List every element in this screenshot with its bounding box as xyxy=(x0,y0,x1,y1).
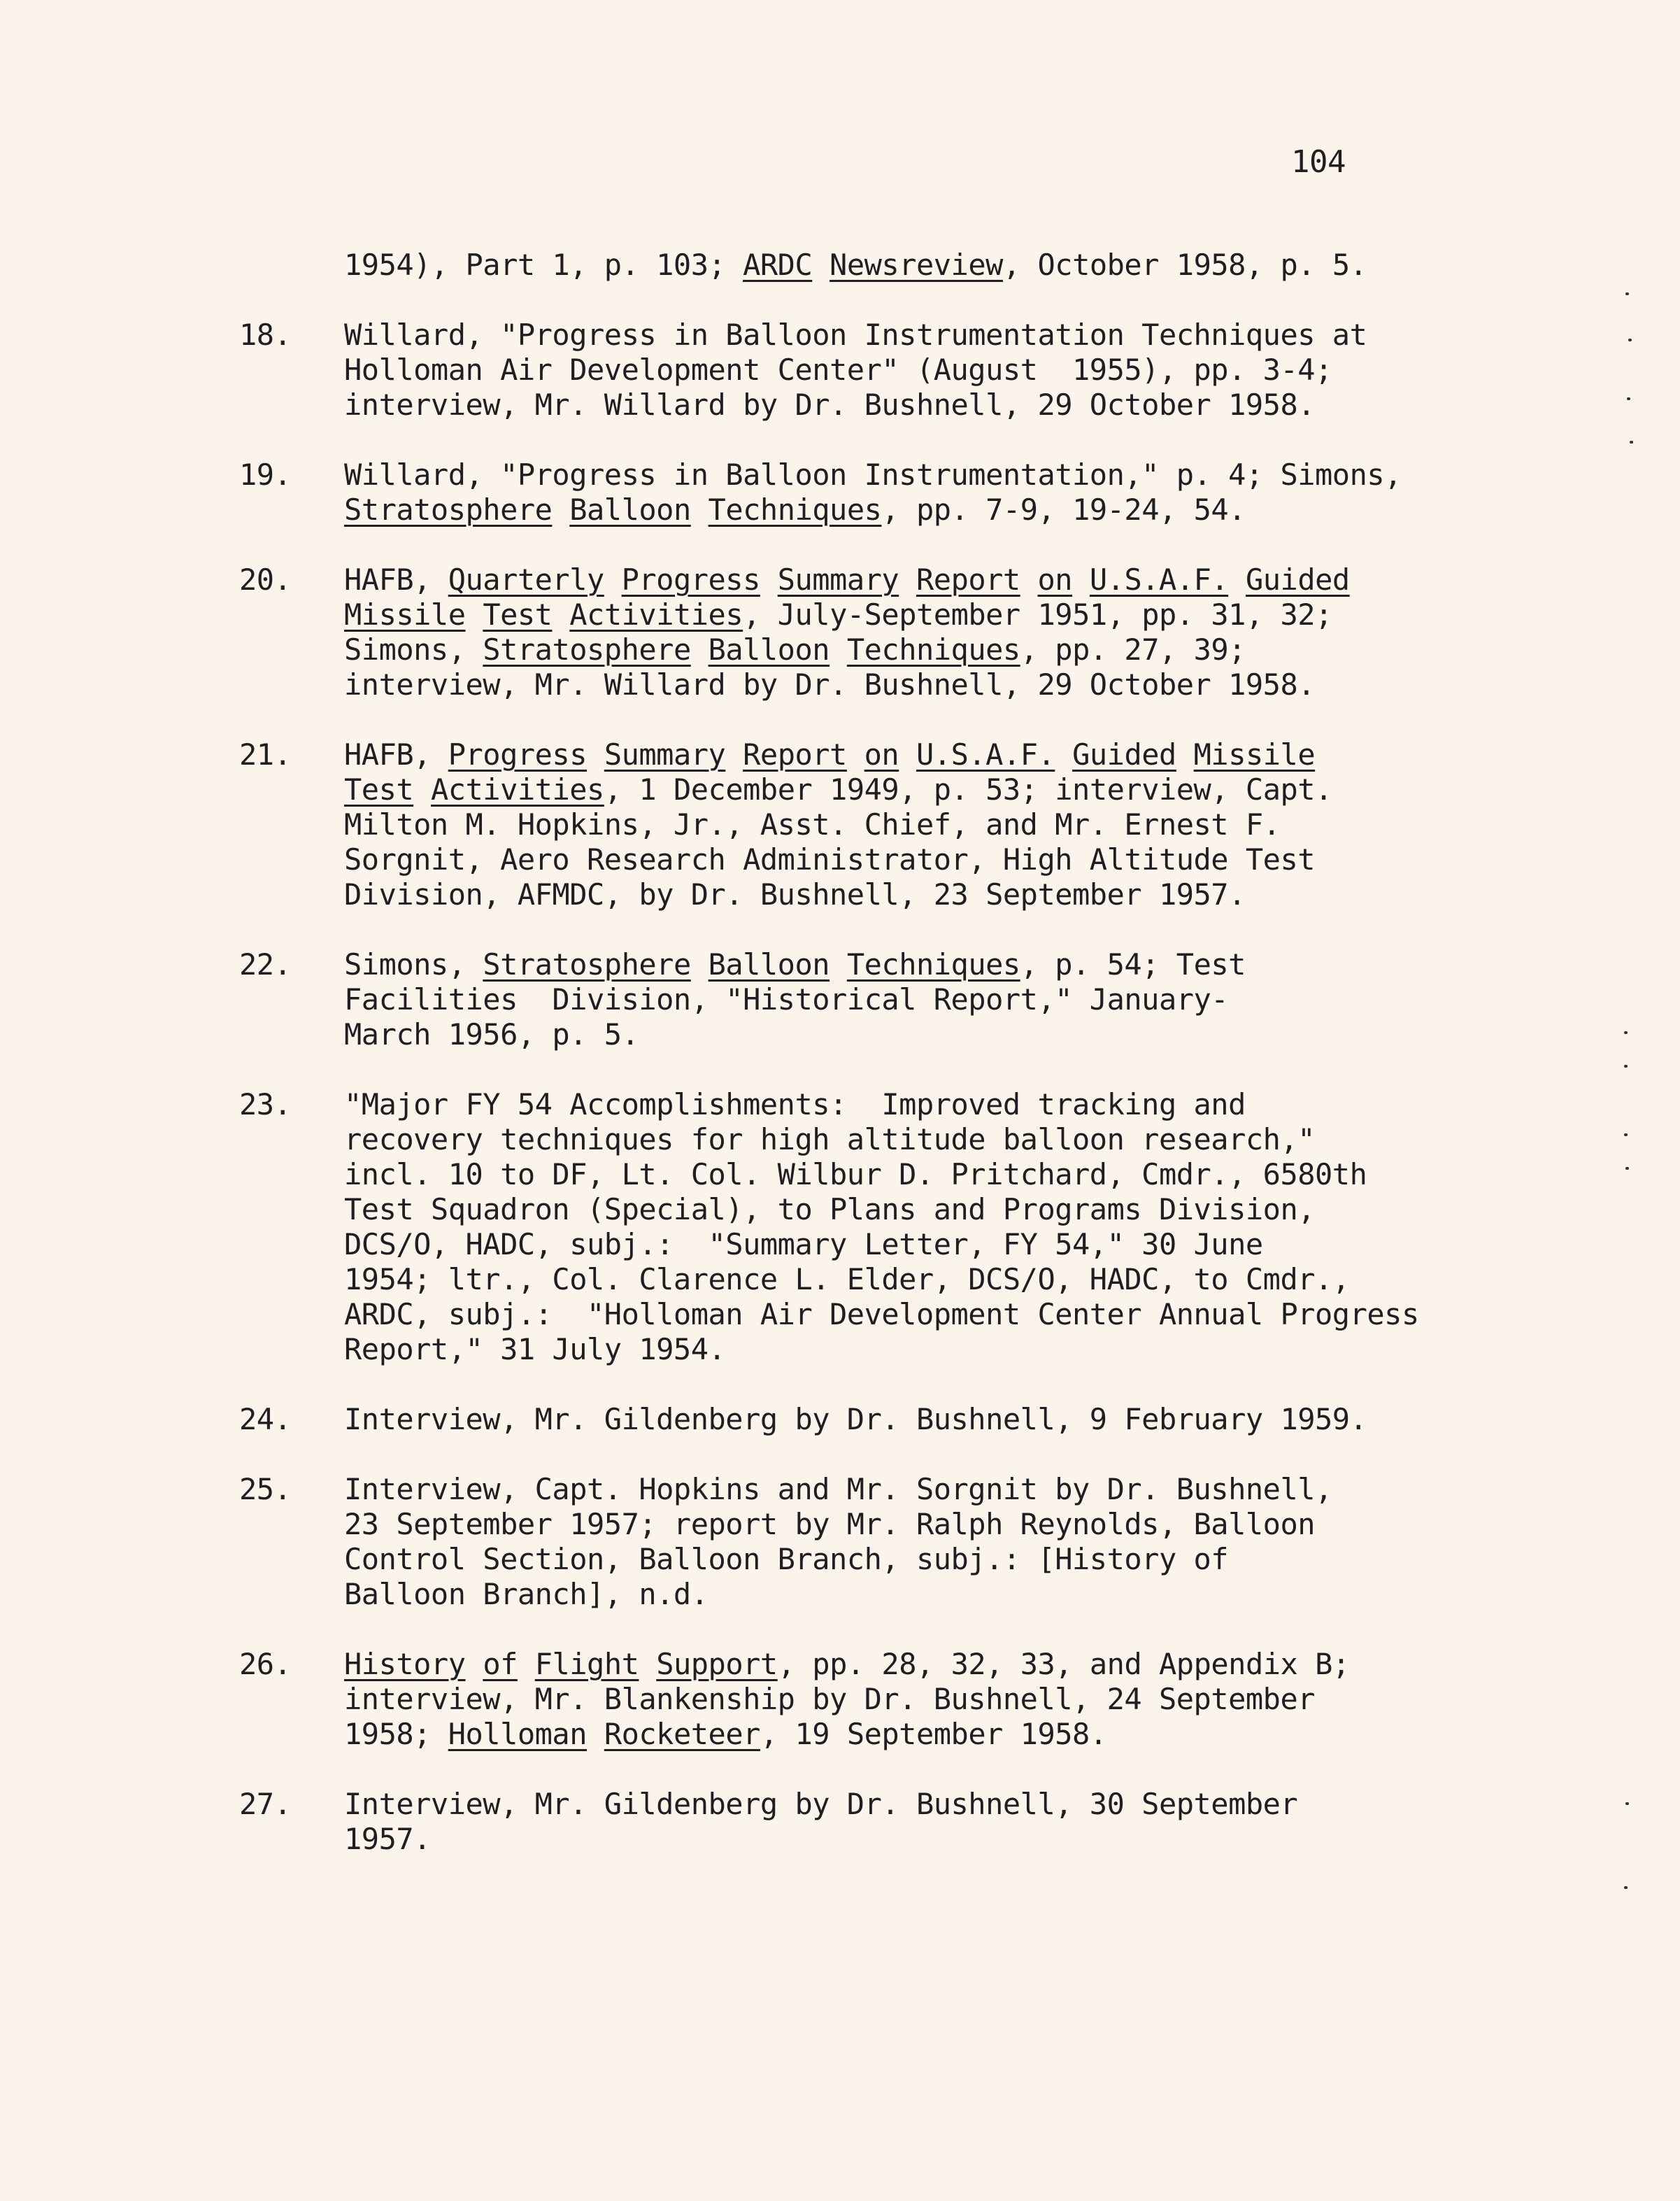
text-run xyxy=(899,562,916,597)
footnote-line xyxy=(344,1507,1435,1542)
text-run: recovery techniques for high altitude balloon research," xyxy=(344,1122,1316,1156)
footnote-number: 21. xyxy=(239,737,292,772)
footnote-text xyxy=(344,947,1435,1052)
footnote-line xyxy=(344,1122,1435,1157)
footnote-line xyxy=(344,667,1435,702)
speck-mark xyxy=(1625,292,1629,295)
underlined-title: Summary xyxy=(777,562,899,597)
text-run: , pp. 27, 39; xyxy=(1020,632,1246,667)
footnote xyxy=(239,1787,1498,1857)
underlined-title: Techniques xyxy=(846,632,1020,667)
footnote-line xyxy=(344,1157,1435,1192)
text-run xyxy=(691,632,709,667)
speck-mark xyxy=(1624,1886,1628,1889)
underlined-title: on xyxy=(1037,562,1073,597)
underlined-title: Report xyxy=(916,562,1020,597)
footnote-text xyxy=(344,1402,1435,1437)
footnote-number: 26. xyxy=(239,1647,292,1681)
underlined-title: Balloon xyxy=(708,947,830,982)
footnote-text xyxy=(344,318,1435,423)
text-run: interview, Mr. Willard by Dr. Bushnell, 29 October 1958. xyxy=(344,388,1316,422)
text-run xyxy=(1055,737,1072,772)
text-run: Division, AFMDC, by Dr. Bushnell, 23 September 1957. xyxy=(344,877,1246,912)
text-run xyxy=(691,947,709,982)
text-run xyxy=(413,772,431,807)
footnote-line xyxy=(344,982,1435,1017)
text-run: Facilities Division, "Historical Report," January- xyxy=(344,982,1229,1017)
text-run xyxy=(466,1647,483,1681)
text-run: 1958; xyxy=(344,1717,448,1751)
footnote-line xyxy=(344,1822,1435,1857)
text-run: HAFB, xyxy=(344,562,448,597)
text-run xyxy=(1072,562,1090,597)
footnote xyxy=(239,947,1498,1052)
footnote xyxy=(239,1087,1498,1367)
text-run xyxy=(899,737,916,772)
text-run: Holloman Air Development Center" (August 1955), pp. 3-4; xyxy=(344,353,1332,387)
text-run: ARDC, subj.: "Holloman Air Development Center Annual Progress xyxy=(344,1297,1419,1331)
text-run: Control Section, Balloon Branch, subj.: [History of xyxy=(344,1542,1229,1576)
underlined-title: Balloon xyxy=(708,632,830,667)
footnote-line xyxy=(344,388,1435,423)
footnote-line xyxy=(344,947,1435,982)
text-run: Test Squadron (Special), to Plans and Programs Division, xyxy=(344,1192,1316,1226)
text-run: Simons, xyxy=(344,947,483,982)
footnote-line xyxy=(344,842,1435,877)
text-run: 1954), Part 1, p. 103; xyxy=(344,248,743,282)
text-run: Interview, Capt. Hopkins and Mr. Sorgnit by Dr. Bushnell, xyxy=(344,1472,1332,1506)
text-run: Interview, Mr. Gildenberg by Dr. Bushnell, 9 February 1959. xyxy=(344,1402,1367,1436)
text-run xyxy=(830,632,847,667)
footnote-line xyxy=(344,1402,1435,1437)
footnote-line xyxy=(344,1787,1435,1822)
speck-mark xyxy=(1628,339,1632,341)
text-run: , pp. 7-9, 19-24, 54. xyxy=(881,493,1246,527)
footnote-line xyxy=(344,318,1435,353)
page-number: 104 xyxy=(1291,144,1346,180)
speck-mark xyxy=(1627,397,1630,400)
speck-mark xyxy=(1624,1133,1628,1136)
footnote-line xyxy=(344,353,1435,388)
text-run xyxy=(1228,562,1246,597)
footnote-line xyxy=(344,1577,1435,1612)
underlined-title: Quarterly xyxy=(448,562,604,597)
text-run xyxy=(725,737,743,772)
text-run xyxy=(587,737,604,772)
underlined-title: U.S.A.F. xyxy=(1089,562,1229,597)
footnote-number: 24. xyxy=(239,1402,292,1436)
footnote-line xyxy=(344,562,1435,597)
underlined-title: Balloon xyxy=(569,493,691,527)
underlined-title: Flight xyxy=(534,1647,639,1681)
text-run: Willard, "Progress in Balloon Instrumentation," p. 4; Simons, xyxy=(344,458,1402,492)
underlined-title: on xyxy=(864,737,899,772)
speck-mark xyxy=(1625,1167,1629,1170)
underlined-title: Stratosphere xyxy=(344,493,553,527)
text-run: "Major FY 54 Accomplishments: Improved tracking and xyxy=(344,1087,1246,1121)
underlined-title: Support xyxy=(656,1647,778,1681)
text-run: , 1 December 1949, p. 53; interview, Capt. xyxy=(604,772,1332,807)
underlined-title: Activities xyxy=(430,772,604,807)
text-run xyxy=(812,248,830,282)
speck-mark xyxy=(1624,1031,1628,1034)
footnote-line xyxy=(344,632,1435,667)
footnote xyxy=(239,737,1498,912)
text-run xyxy=(830,947,847,982)
footnote-number: 27. xyxy=(239,1787,292,1821)
footnote-number: 25. xyxy=(239,1472,292,1506)
footnote xyxy=(239,1472,1498,1612)
underlined-title: Missile xyxy=(344,597,466,632)
speck-mark xyxy=(1625,1802,1629,1805)
footnote-number: 23. xyxy=(239,1087,292,1121)
footnote-line xyxy=(344,877,1435,912)
footnote-number: 22. xyxy=(239,947,292,982)
underlined-title: U.S.A.F. xyxy=(916,737,1055,772)
underlined-title: Newsreview xyxy=(830,248,1003,282)
footnote xyxy=(239,562,1498,702)
text-run: , pp. 28, 32, 33, and Appendix B; xyxy=(777,1647,1350,1681)
footnote-line xyxy=(344,458,1435,493)
footnote-line xyxy=(344,1472,1435,1507)
text-run xyxy=(587,1717,604,1751)
text-run: , October 1958, p. 5. xyxy=(1002,248,1367,282)
footnote-line xyxy=(344,807,1435,842)
underlined-title: Guided xyxy=(1072,737,1176,772)
text-run xyxy=(847,737,864,772)
footnote-number: 20. xyxy=(239,562,292,597)
footnote-line xyxy=(344,772,1435,807)
footnote-line xyxy=(344,1297,1435,1332)
text-run xyxy=(639,1647,656,1681)
underlined-title: Progress xyxy=(621,562,760,597)
footnote-text xyxy=(344,737,1435,912)
text-run xyxy=(604,562,622,597)
text-run: Interview, Mr. Gildenberg by Dr. Bushnell, 30 September xyxy=(344,1787,1298,1821)
text-run xyxy=(552,493,569,527)
footnote-line xyxy=(344,1017,1435,1052)
text-run: 1954; ltr., Col. Clarence L. Elder, DCS/O, HADC, to Cmdr., xyxy=(344,1262,1350,1296)
underlined-title: Test xyxy=(344,772,414,807)
footnote-line xyxy=(344,1192,1435,1227)
text-run: Willard, "Progress in Balloon Instrumentation Techniques at xyxy=(344,318,1367,352)
underlined-title: Stratosphere xyxy=(483,947,691,982)
underlined-title: Stratosphere xyxy=(483,632,691,667)
footnote-line xyxy=(344,1227,1435,1262)
footnote xyxy=(239,458,1498,528)
text-run: interview, Mr. Blankenship by Dr. Bushnell, 24 September xyxy=(344,1682,1316,1716)
text-run xyxy=(1176,737,1194,772)
underlined-title: Rocketeer xyxy=(604,1717,760,1751)
text-run: , p. 54; Test xyxy=(1020,947,1246,982)
footnote-line xyxy=(344,1717,1435,1752)
underlined-title: Summary xyxy=(604,737,726,772)
underlined-title: Techniques xyxy=(846,947,1020,982)
underlined-title: Guided xyxy=(1245,562,1350,597)
footnote xyxy=(239,318,1498,423)
text-run: incl. 10 to DF, Lt. Col. Wilbur D. Pritchard, Cmdr., 6580th xyxy=(344,1157,1367,1191)
underlined-title: of xyxy=(483,1647,518,1681)
text-run: 23 September 1957; report by Mr. Ralph Reynolds, Balloon xyxy=(344,1507,1316,1541)
footnote-number: 18. xyxy=(239,318,292,352)
underlined-title: Missile xyxy=(1193,737,1316,772)
text-run: 1957. xyxy=(344,1822,431,1856)
footnote-line xyxy=(344,597,1435,632)
text-run: DCS/O, HADC, subj.: "Summary Letter, FY 54," 30 June xyxy=(344,1227,1263,1261)
speck-mark xyxy=(1624,1065,1628,1068)
text-run xyxy=(1020,562,1038,597)
footnote xyxy=(239,1647,1498,1752)
text-run xyxy=(518,1647,535,1681)
underlined-title: Progress xyxy=(448,737,588,772)
text-run xyxy=(760,562,778,597)
text-run xyxy=(466,597,483,632)
text-run: HAFB, xyxy=(344,737,448,772)
text-run: interview, Mr. Willard by Dr. Bushnell, 29 October 1958. xyxy=(344,667,1316,702)
text-run: Simons, xyxy=(344,632,483,667)
footnote-text xyxy=(344,458,1435,528)
footnote-line xyxy=(344,1682,1435,1717)
underlined-title: Report xyxy=(743,737,847,772)
footnote-line xyxy=(344,1542,1435,1577)
footnote-line xyxy=(344,493,1435,528)
underlined-title: ARDC xyxy=(743,248,813,282)
underlined-title: Test xyxy=(483,597,553,632)
text-run: March 1956, p. 5. xyxy=(344,1017,639,1052)
footnote-line xyxy=(344,1647,1435,1682)
text-run: Sorgnit, Aero Research Administrator, High Altitude Test xyxy=(344,842,1316,877)
footnote-line xyxy=(344,737,1435,772)
margin-specks xyxy=(1623,280,1651,1959)
underlined-title: Techniques xyxy=(708,493,882,527)
footnote-text xyxy=(344,1787,1435,1857)
text-run: , July-September 1951, pp. 31, 32; xyxy=(743,597,1332,632)
footnote-text xyxy=(344,562,1435,702)
footnote-line xyxy=(344,1332,1435,1367)
footnote-text xyxy=(344,1472,1435,1612)
footnote xyxy=(239,1402,1498,1437)
footnotes-list xyxy=(239,318,1498,1892)
underlined-title: Activities xyxy=(569,597,743,632)
continuation-text xyxy=(344,248,1435,283)
speck-mark xyxy=(1630,441,1633,444)
underlined-title: History xyxy=(344,1647,466,1681)
footnote-line xyxy=(344,1262,1435,1297)
underlined-title: Holloman xyxy=(448,1717,588,1751)
footnote-line xyxy=(344,1087,1435,1122)
footnote-text xyxy=(344,1087,1435,1367)
text-run: , 19 September 1958. xyxy=(760,1717,1107,1751)
text-run xyxy=(691,493,709,527)
text-run: Balloon Branch], n.d. xyxy=(344,1577,709,1611)
text-run: Report," 31 July 1954. xyxy=(344,1332,726,1366)
footnote-number: 19. xyxy=(239,458,292,492)
footnote-text xyxy=(344,1647,1435,1752)
text-run: Milton M. Hopkins, Jr., Asst. Chief, and Mr. Ernest F. xyxy=(344,807,1281,842)
text-run xyxy=(552,597,569,632)
